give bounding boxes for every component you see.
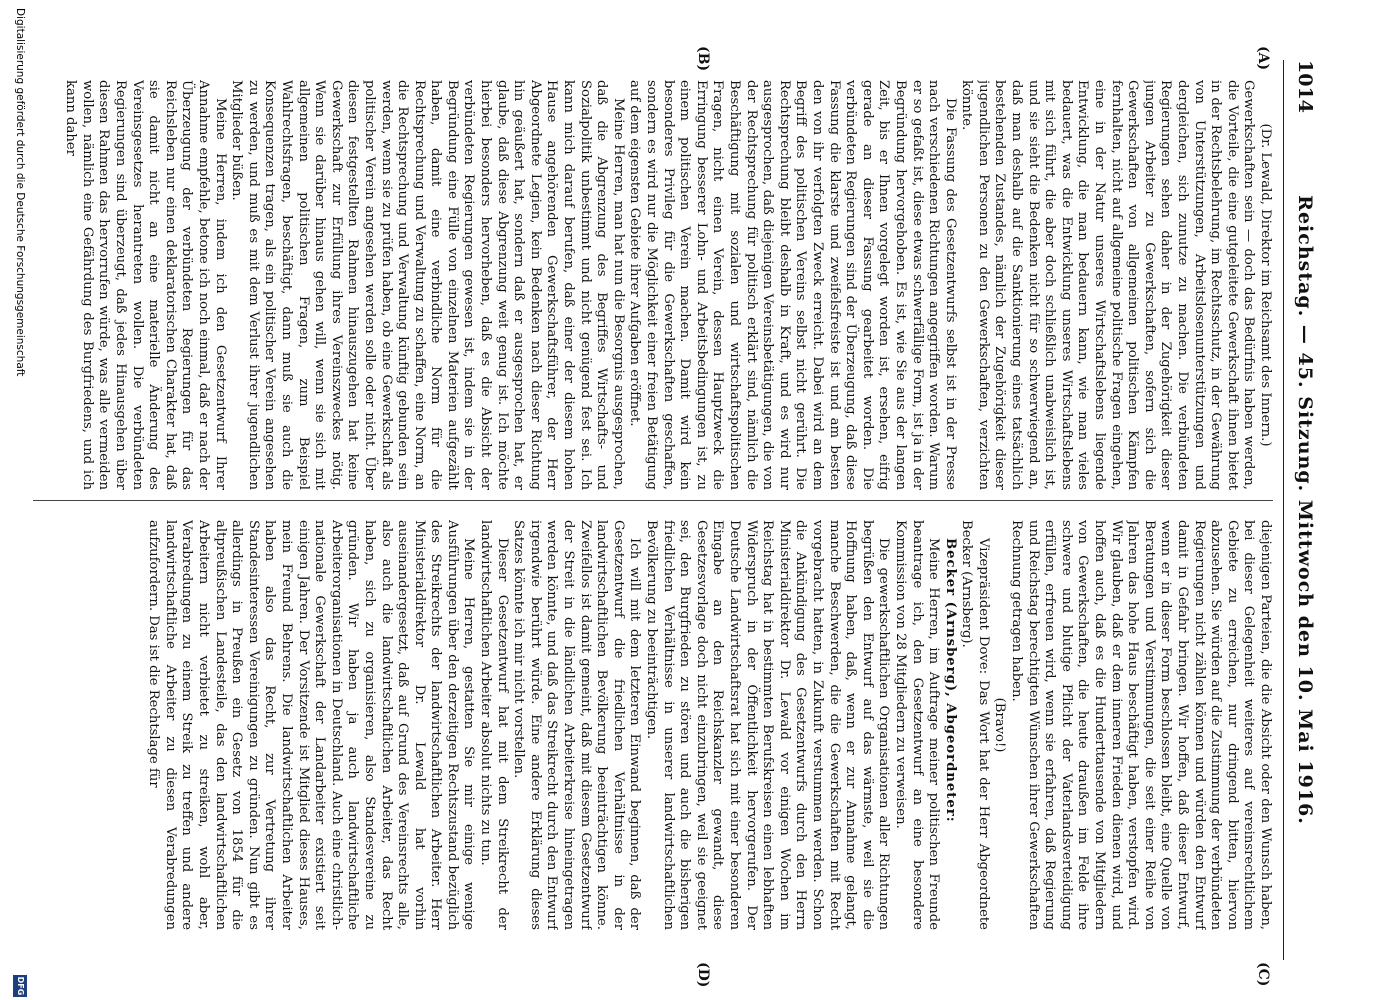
right-column (33, 520, 1273, 930)
paragraph: Gewerkschaften sein — doch das Bedürfnis haben werden, die Vorteile, die eine gutgeleitete Gewerkschaft ihnen bietet in der Rechtsbelehrung, im Rechtsschutz, in der Gewährung von Unterstützungen, Arbeitslosenunterstützungen und dergleichen, sich zunutze zu machen. Die verbündeten Regierungen sehen daher in der Zugehörigkeit dieser jungen Arbeiter zu Gewerkschaften, sofern sich die Gewerkschaften von allgemeinen politischen Kämpfen fernhalten, nicht auf allgemeine politische Fragen eingehen, eine in der Natur unseres Wirtschaftslebens liegende Entwicklung, die man bedauern kann, wie man vieles bedauert, was die Entwicklung unseres Wirtschaftslebens mit sich führt, die aber doch schließlich unabweislich ist, und sie sieht die Bedenken nicht für so schwerwiegend an, daß man deshalb auf die Sanktionierung eines tatsächlich bestehenden Zustandes, nämlich der Zugehörigkeit dieser jugendlichen Personen zu den Gewerkschaften, verzichten könnte. (959, 80, 1257, 490)
margin-marker-d: (D) (695, 962, 711, 988)
page-header (1283, 60, 1328, 960)
margin-marker-a: (A) (1255, 46, 1271, 71)
paragraph: Dieser Gesetzentwurf hat mit dem Streikrecht der landwirtschaftlichen Arbeiter absolut nichts zu tun. (478, 520, 510, 930)
speaker-intro: (Dr. Lewald, Direktor im Reichsamt des Innern.) (1258, 123, 1273, 447)
paragraph: Die Fassung des Gesetzentwurfs selbst ist in der Presse nach verschiedenen Richtungen angegriffen worden. Warum er so gefaßt ist, diese etwas schwerfällige Form, ist ja in der Begründung hervorgehoben. Es ist, wie Sie aus der langen Zeit, bis er Ihnen vorgelegt worden ist, ersehen, eifrig gerade an dieser Fassung gearbeitet worden. Die verbündeten Regierungen sind der Überzeugung, daß diese Fassung die klarste und zweifelsfreiste ist und am besten den von ihr verfolgten Zweck erreicht. Dabei wird an dem Begriff des politischen Vereins selbst nicht gerührt. Die Rechtsprechung bleibt deshalb in Kraft, und es wird nur ausgesprochen, daß diejenigen Vereinsbetätigungen, die von der Rechtsprechung für politisch erklärt sind, nämlich die Beschäftigung mit sozialen und wirtschaftspolitischen Fragen, nicht einen Verein, dessen Hauptzweck die Erringung besserer Lohn- und Arbeitsbedingungen ist, zu einem politischen Verein machen. Damit wird kein besonderes Privileg für die Gewerkschaften geschaffen, sondern es wird nur die Möglichkeit einer freien Betätigung auf dem eigensten Gebiete ihrer Aufgaben eröffnet. (627, 80, 958, 490)
margin-marker-c: (C) (1255, 962, 1271, 987)
vice-president-remark: Vizepräsident Dove: Das Wort hat der Herr Abgeordnete Becker (Arnsberg). (959, 520, 991, 930)
paragraph: Meine Herren, man hat nun die Besorgnis ausgesprochen, daß die Abgrenzung des Begriffes Wirtschafts- und Sozialpolitik unbestimmt und nicht genügend fest sei. Ich kann mich darauf berufen, daß einer der diesem hohen Hause angehörenden Gewerkschaftsführer, der Herr Abgeordnete Legien, kein Bedenken nach dieser Richtung hin geäußert hat, sondern daß er ausgesprochen hat, er glaube, daß diese Abgrenzung weit genug ist. Ich möchte hierbei besonders hervorheben, daß es die Absicht der verbündeten Regierungen gewesen ist, indem sie in der Begründung eine Fülle von einzelnen Materien aufgezählt haben, damit eine verbindliche Norm für die Rechtsprechung und Verwaltung zu schaffen, eine Norm, an die Rechtsprechung und Verwaltung künftig gebunden sein werden, wenn sie zu prüfen haben, ob eine Gewerkschaft als politischer Verein angesehen werden solle oder nicht. Über diesen festgestellten Rahmen hinauszugehen hat keine Gewerkschaft zur Erfüllung ihres Vereinszweckes nötig. Wenn sie darüber hinaus gehen will, wenn sie sich mit allgemeinen politischen Fragen, zum Beispiel Wahlrechtsfragen, beschäftigt, dann muß sie auch die Konsequenzen tragen, als ein politischer Verein angesehen zu werden, und muß es mit dem Verlust ihrer jugendlichen Mitglieder büßen. (229, 80, 626, 490)
paragraph: Meine Herren, im Auftrage meiner politischen Freunde beantrage ich, den Gesetzentwurf an eine besondere Kommission von 28 Mitgliedern zu verweisen. (892, 520, 942, 930)
digitization-credit: Digitalisierung gefördert durch die Deutsche Forschungsgemeinschaft (14, 8, 26, 377)
left-column (33, 80, 1273, 490)
paragraph: Die gewerkschaftlichen Organisationen aller Richtungen begrüßen den Entwurf auf das wärmste, weil sie die Hoffnung haben, daß, wenn er zur Annahme gelangt, manche Beschwerden, die die Gewerkschaften mit Recht vorgebracht hatten, in Zukunft verstummen werden. Schon die Ankündigung des Gesetzentwurfs durch den Herrn Ministerialdirektor Dr. Lewald vor einigen Wochen im Reichstag hat in bestimmten Berufskreisen einen lebhaften Widerspruch in der Öffentlichkeit hervorgerufen. Der Deutsche Landwirtschaftsrat hat sich mit einer besonderen Eingabe an den Reichskanzler gewandt, diese Gesetzesvorlage doch nicht einzubringen, weil sie geeignet sei, den Burgfrieden zu stören und auch die bisherigen friedlichen Verhältnisse in unserer landwirtschaftlichen Bevölkerung zu beeinträchtigen. (644, 520, 892, 930)
dfg-logo-icon: DFG (13, 975, 27, 997)
paragraph: diejenigen Parteien, die die Absicht oder den Wunsch haben, bei dieser Gelegenheit weiteres auf vereinsrechtlichem Gebiete zu erreichen, nur dringend bitten, hiervon abzusehen. Sie würden auf die Zustimmung der verbündeten Regierungen nicht zählen können und würden den Entwurf damit in Gefahr bringen. Wir hoffen, daß dieser Entwurf, wenn er in dieser Form beschlossen bleibt, eine Quelle von Beratungen und Verstimmungen, die seit einer Reihe von Jahren das hohe Haus beschäftigt haben, verstopfen wird. Wir glauben, daß er dem inneren Frieden dienen wird, und hoffen auch, daß es die Hunderttausende von Mitgliedern von Gewerkschaften, die heute draußen im Felde ihre schwere und blutige Pflicht der Vaterlandsverteidigung erfüllen, erfreuen wird, wenn sie erfahren, daß Regierung und Reichstag berechtigten Wünschen ihrer Gewerkschaften Rechnung getragen haben. (1009, 520, 1273, 930)
paragraph: Meine Herren, gestatten Sie mir einige wenige Ausführungen über den derzeitigen Rechtszustand bezüglich des Streikrechts der landwirtschaftlichen Arbeiter. Herr Ministerialdirektor Dr. Lewald hat vorhin auseinandergesetzt, daß auf Grund des Vereinsrechts alle, also auch die landwirtschaftlichen Arbeiter, das Recht haben, sich zu organisieren, also Standesvereine zu gründen. Wir haben ja auch landwirtschaftliche Arbeiterorganisationen in Deutschland. Auch eine christlich-nationale Gewerkschaft der Landarbeiter existiert seit einigen Jahren. Der Vorsitzende ist Mitglied dieses Hauses, mein Freund Behrens. Die landwirtschaftlichen Arbeiter haben also das Recht, zur Vertretung ihrer Standesinteressen Vereinigungen zu gründen. Nun gibt es allerdings in Preußen ein Gesetz von 1854 für die altpreußischen Landesteile, das den landwirtschaftlichen Arbeitern nicht verbietet zu streiken, wohl aber, Verabredungen zu einem Streik zu treffen und andere landwirtschaftliche Arbeiter zu diesen Verabredungen aufzufordern. Das ist die Rechtslage für (146, 520, 477, 930)
margin-marker-b: (B) (695, 46, 711, 72)
page-number: 1014 (1294, 60, 1316, 113)
page-title: Reichstag. — 45. Sitzung. Mittwoch den 10. Mai 1916. (1294, 195, 1316, 825)
applause-note: (Bravo!) (992, 697, 1008, 753)
speaker-name: Becker (Arnsberg), Abgeordneter: (942, 538, 958, 823)
column-divider (33, 500, 1273, 501)
paragraph: Meine Herren, indem ich den Gesetzentwurf Ihrer Annahme empfehle, betone ich noch einmal, daß er nach der Überzeugung der verbündeten Regierungen für das Reichsleben nur einen deklaratorischen Charakter hat, daß sie damit nicht an eine materielle Änderung des Vereinsgesetzes herantreten wollen. Die verbündeten Regierungen sind überzeugt, daß jedes Hinausgehen über diesen Rahmen das hervorrufen würde, was alle vermeiden wollen, nämlich eine Gefährdung des Burgfriedens, und ich kann daher (63, 80, 228, 490)
paragraph: Ich will mit dem letzteren Einwand beginnen, daß der Gesetzentwurf die friedlichen Verhältnisse in der landwirtschaftlichen Bevölkerung beeinträchtigen könne. Zweifellos ist damit gemeint, daß mit diesem Gesetzentwurf der Streit in die ländlichen Arbeiterkreise hineingetragen werden könnte, und daß das Streikrecht durch den Entwurf irgendwie berührt würde. Eine andere Erklärung dieses Satzes könnte ich mir nicht vorstellen. (511, 520, 643, 930)
